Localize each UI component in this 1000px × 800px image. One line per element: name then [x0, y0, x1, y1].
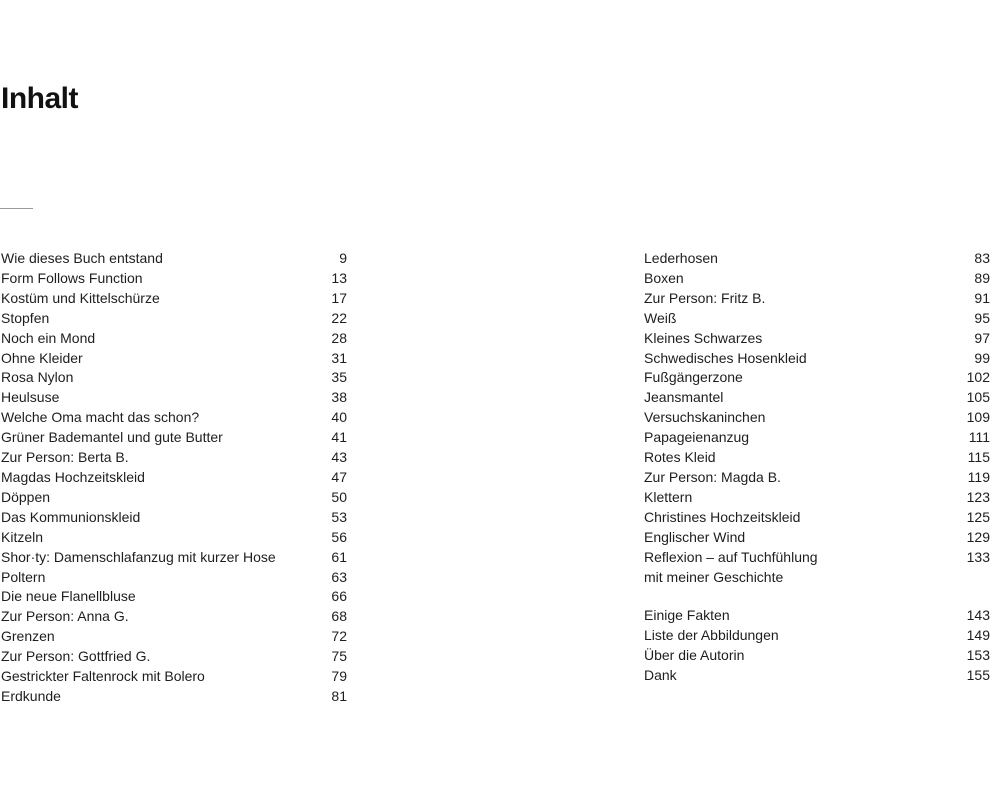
toc-entry-page: 75 [331, 648, 347, 665]
toc-entry [644, 249, 990, 269]
toc-entry [644, 626, 990, 646]
toc-entry-page: 40 [331, 409, 347, 426]
toc-entry [1, 548, 347, 568]
toc-entry-page: 153 [966, 647, 990, 664]
toc-entry-page: 22 [331, 309, 347, 326]
toc-entry-title: Magdas Hochzeitskleid [1, 468, 145, 485]
toc-column-left [1, 249, 347, 707]
toc-entry-title: Reflexion – auf Tuchfühlung mit meiner Geschichte [644, 548, 818, 585]
toc-entry-page: 35 [331, 369, 347, 386]
toc-entry-title: Papageienanzug [644, 429, 750, 446]
toc-entry [1, 408, 347, 428]
toc-entry [644, 269, 990, 289]
toc-entry-title: Kleines Schwarzes [644, 329, 763, 346]
toc-entry [1, 508, 347, 528]
toc-entry-title: Zur Person: Magda B. [644, 468, 781, 485]
toc-entry-page: 13 [331, 269, 347, 286]
toc-entry [644, 508, 990, 528]
toc-entry-page: 56 [331, 528, 347, 545]
toc-entry [644, 329, 990, 349]
toc-entry [644, 448, 990, 468]
toc-entry [1, 627, 347, 647]
toc-entry-page: 68 [331, 608, 347, 625]
toc-entry-title: Einige Fakten [644, 607, 730, 624]
toc-entry-title: Ohne Kleider [1, 349, 83, 366]
toc-entry-page: 95 [974, 309, 990, 326]
toc-entry-page: 105 [966, 389, 990, 406]
toc-entry-title: Das Kommunionskleid [1, 508, 141, 525]
toc-entry [644, 528, 990, 548]
toc-entry-page: 125 [966, 508, 990, 525]
toc-entry-page: 31 [331, 349, 347, 366]
toc-entry-page: 63 [331, 568, 347, 585]
toc-entry-title: Kostüm und Kittelschürze [1, 289, 160, 306]
toc-entry-title: Welche Oma macht das schon? [1, 409, 200, 426]
toc-entry [1, 249, 347, 269]
toc-entry-title: Englischer Wind [644, 528, 746, 545]
toc-entry-page: 123 [966, 488, 990, 505]
toc-entry-page: 133 [966, 548, 990, 565]
toc-entry-page: 61 [331, 548, 347, 565]
toc-entry-page: 143 [966, 607, 990, 624]
toc-entry [644, 309, 990, 329]
toc-entry-page: 119 [967, 468, 990, 485]
toc-entry [1, 309, 347, 329]
toc-entry [1, 468, 347, 488]
toc-entry [1, 607, 347, 627]
title-divider [0, 208, 33, 209]
toc-entry-title: Stopfen [1, 309, 50, 326]
toc-entry [1, 388, 347, 408]
toc-entry [1, 667, 347, 687]
toc-entry-page: 17 [331, 289, 347, 306]
toc-entry-title: Dank [644, 667, 677, 684]
toc-entry [1, 647, 347, 667]
toc-entry-page: 111 [968, 429, 990, 446]
toc-entry-title: Rotes Kleid [644, 449, 716, 466]
toc-entry [1, 269, 347, 289]
toc-entry-page: 66 [331, 588, 347, 605]
toc-entry-title: Shor·ty: Damenschlafanzug mit kurzer Hose [1, 548, 276, 565]
toc-entry-page: 38 [331, 389, 347, 406]
toc-entry [644, 388, 990, 408]
toc-entry-title: Zur Person: Berta B. [1, 449, 129, 466]
toc-entry-title: Jeansmantel [644, 389, 724, 406]
toc-entry [644, 428, 990, 448]
toc-entry-title: Weiß [644, 309, 677, 326]
toc-entry [644, 408, 990, 428]
toc-entry-page: 115 [967, 449, 990, 466]
toc-entry-title: Christines Hochzeitskleid [644, 508, 801, 525]
toc-entry-page: 89 [974, 269, 990, 286]
toc-entry-page: 102 [966, 369, 990, 386]
toc-entry [644, 488, 990, 508]
toc-entry-title: Zur Person: Gottfried G. [1, 648, 151, 665]
toc-entry-title: Heulsuse [1, 389, 60, 406]
toc-entry-title: Form Follows Function [1, 269, 143, 286]
toc-entry [1, 368, 347, 388]
toc-entry-page: 81 [331, 687, 347, 704]
toc-entry-title: Versuchskaninchen [644, 409, 766, 426]
toc-entry-title: Grenzen [1, 628, 55, 645]
toc-entry-page: 99 [974, 349, 990, 366]
toc-entry-page: 129 [966, 528, 990, 545]
toc-entry [644, 468, 990, 488]
toc-entry-title: Kitzeln [1, 528, 44, 545]
toc-entry-page: 79 [331, 668, 347, 685]
toc-entry-title: Schwedisches Hosenkleid [644, 349, 807, 366]
toc-entry-page: 53 [331, 508, 347, 525]
toc-entry [644, 606, 990, 626]
toc-entry-page: 41 [331, 429, 347, 446]
toc-entry [1, 528, 347, 548]
toc-entry [644, 349, 990, 369]
toc-entry [1, 568, 347, 588]
toc-entry [644, 289, 990, 309]
toc-entry-page: 155 [966, 667, 990, 684]
toc-section-gap [644, 587, 990, 606]
toc-entry-title: Über die Autorin [644, 647, 745, 664]
toc-entry-page: 50 [331, 488, 347, 505]
toc-entry [644, 368, 990, 388]
toc-entry-title: Zur Person: Fritz B. [644, 289, 766, 306]
toc-entry-title: Döppen [1, 488, 51, 505]
toc-entry-title: Poltern [1, 568, 46, 585]
toc-entry [1, 448, 347, 468]
toc-entry-title: Grüner Bademantel und gute Butter [1, 429, 223, 446]
toc-entry-title: Wie dieses Buch entstand [1, 250, 163, 266]
toc-entry-page: 72 [331, 628, 347, 645]
toc-entry [1, 329, 347, 349]
toc-entry-title: Zur Person: Anna G. [1, 608, 129, 625]
toc-entry-title: Gestrickter Faltenrock mit Bolero [1, 668, 205, 685]
toc-entry [644, 666, 990, 686]
toc-entry-title: Fußgängerzone [644, 369, 743, 386]
toc-entry-page: 83 [974, 250, 990, 266]
toc-entry [1, 289, 347, 309]
toc-entry-page: 9 [339, 250, 347, 266]
toc-entry-title: Erdkunde [1, 687, 61, 704]
toc-entry-page: 97 [974, 329, 990, 346]
toc-entry-page: 149 [966, 627, 990, 644]
toc-entry [1, 428, 347, 448]
toc-entry [644, 548, 990, 588]
toc-entry-page: 109 [966, 409, 990, 426]
page-title: Inhalt [1, 82, 78, 115]
toc-entry-title: Rosa Nylon [1, 369, 74, 386]
toc-entry [644, 646, 990, 666]
toc-entry-title: Die neue Flanellbluse [1, 588, 136, 605]
toc-entry-title: Klettern [644, 488, 693, 505]
toc-entry-title: Liste der Abbildungen [644, 627, 779, 644]
toc-entry [1, 587, 347, 607]
toc-column-right [644, 249, 990, 686]
toc-entry-page: 47 [331, 468, 347, 485]
toc-entry [1, 349, 347, 369]
toc-entry [1, 687, 347, 707]
toc-entry-page: 91 [974, 289, 990, 306]
toc-entry-page: 43 [331, 449, 347, 466]
toc-entry-page: 28 [331, 329, 347, 346]
toc-entry-title: Lederhosen [644, 250, 718, 266]
toc-entry [1, 488, 347, 508]
toc-entry-title: Noch ein Mond [1, 329, 96, 346]
toc-entry-title: Boxen [644, 269, 684, 286]
